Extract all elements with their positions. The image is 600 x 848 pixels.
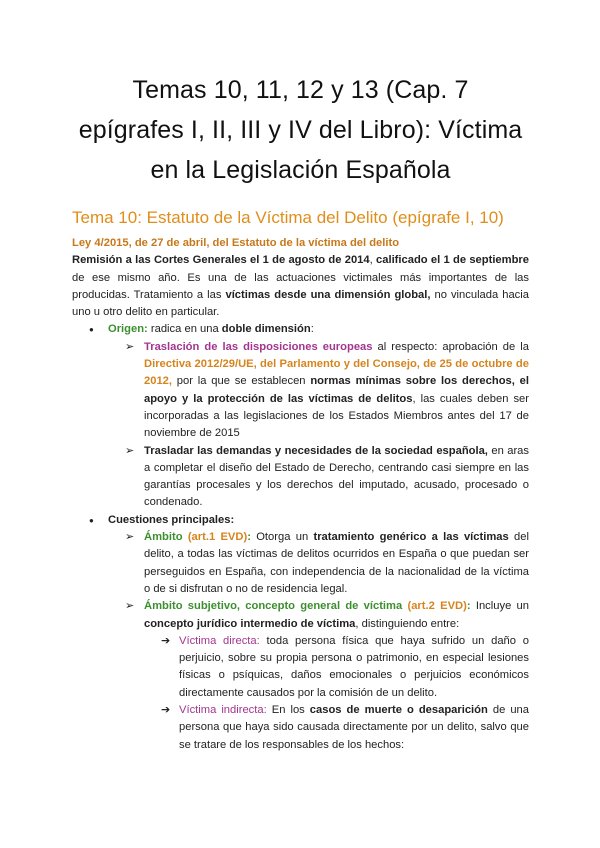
traslacion-label: Traslación de las disposiciones europeas <box>144 340 373 353</box>
victima-directa-label: Víctima directa: <box>179 634 260 647</box>
title-line-3: en la Legislación Española <box>150 156 451 184</box>
intro-bold-victimas: víctimas desde una dimensión global, <box>225 288 431 301</box>
list-item-cuestiones <box>89 512 529 754</box>
section-heading: Tema 10: Estatuto de la Víctima del Delito (epígrafe I, 10) <box>72 208 504 227</box>
cuestiones-label: Cuestiones principales: <box>108 513 235 526</box>
title-line-1: Temas 10, 11, 12 y 13 (Cap. 7 <box>132 76 469 104</box>
cuestiones-sublist <box>108 529 529 754</box>
list-item-traslacion: ➢ Traslación de las disposiciones europeas al respecto: aprobación de la Directiva 2012/29/UE, del Parlamento y del Consejo, de 25 de octubre de 2012, por la que se establecen normas mínimas sobre los derechos, el apoyo y la protección de las víctimas de delitos, las cuales deben ser incorporadas a las legislaciones de los Estados Miembros antes del 17 de noviembre de 2015 <box>125 339 529 443</box>
title-line-2: epígrafes I, II, III y IV del Libro): Víctima <box>78 116 523 144</box>
intro-paragraph: Remisión a las Cortes Generales el 1 de agosto de 2014, calificado el 1 de septiembre de ese mismo año. Es una de las actuaciones victimales más importantes de las producidas. Tratamiento a las víctimas desde una dimensión global, no vinculada hacia uno u otro delito en particular. <box>72 254 530 319</box>
document-title <box>72 70 529 190</box>
directiva-reference: Directiva 2012/29/UE, del Parlamento y del Consejo, de 25 de octubre de 2012, <box>144 358 529 388</box>
origen-label: Origen: <box>108 323 148 336</box>
list-item-ambito: ➢ Ámbito (art.1 EVD): Otorga un tratamiento genérico a las víctimas del delito, a todas las víctimas de delitos ocurridos en España o que puedan ser perseguidos en España, con independencia de la nacionalidad de la víctima o de si disfrutan o no de residencia legal. <box>125 529 529 598</box>
list-item-victima-directa: ➔ Víctima directa: toda persona física que haya sufrido un daño o perjuicio, sobre su propia persona o patrimonio, en especial lesiones físicas o psíquicas, daños emocionales o perjuicios económicos directamente causados por la comisión de un delito. <box>161 633 529 702</box>
list-item-trasladar: ➢ Trasladar las demandas y necesidades de la sociedad española, en aras a completar el diseño del Estado de Derecho, centrando casi siempre en las garantías procesales y los derechos del imputado, acusado, procesado o condenado. <box>125 443 529 512</box>
origen-sublist <box>108 339 529 512</box>
list-item-victima-indirecta: ➔ Víctima indirecta: En los casos de muerte o desaparición de una persona que haya sido causada directamente por un delito, salvo que se tratare de los responsables de los hechos: <box>161 702 529 754</box>
intro-bold-calificado: calificado el 1 de septiembre <box>376 254 530 267</box>
law-title: Ley 4/2015, de 27 de abril, del Estatuto de la víctima del delito <box>72 237 400 249</box>
intro-bold-remision: Remisión a las Cortes Generales el 1 de agosto de 2014 <box>72 254 370 267</box>
list-item-ambito-subjetivo: ➢ Ámbito subjetivo, concepto general de víctima (art.2 EVD): Incluye un concepto jurídico intermedio de víctima, distinguiendo entre: ➔ Víctima directa: toda persona física que haya sufrido un daño o perjuicio, sobre su propia persona o patrimonio, en especial lesiones físicas o psíquicas, daños emocionales o perjuicios económicos directamente causados por la comisión de un delito. ➔ Víctima indirecta: En los casos de muerte o desaparición de una persona que haya sido causada directamente por un delito, salvo que se tratare de los responsables de los hechos: <box>125 598 529 754</box>
ambito-subjetivo-label: Ámbito subjetivo, concepto general de víctima <box>144 600 403 613</box>
ambito-label: Ámbito <box>144 531 183 544</box>
list-item-origen: ● Origen: radica en una doble dimensión: ➢ Traslación de las disposiciones europeas al respecto: aprobación de la Directiva 2012/29/UE, del Parlamento y del Consejo, de 25 de octubre de 2012, por la que se establecen normas mínimas sobre los derechos, el apoyo y la protección de las víctimas de delitos, las cuales deben ser incorporadas a las legislaciones de los Estados Miembros antes del 17 de noviembre de 2015 ➢ Trasladar las demandas y necesidades de la sociedad española, en aras a completar el diseño del Estado de Derecho, centrando casi siempre en las garantías procesales y los derechos del imputado, acusado, procesado o condenado. <box>89 321 529 511</box>
main-bullet-list <box>72 321 529 753</box>
victima-indirecta-label: Víctima indirecta: <box>179 704 267 717</box>
victima-sublist <box>144 633 529 754</box>
